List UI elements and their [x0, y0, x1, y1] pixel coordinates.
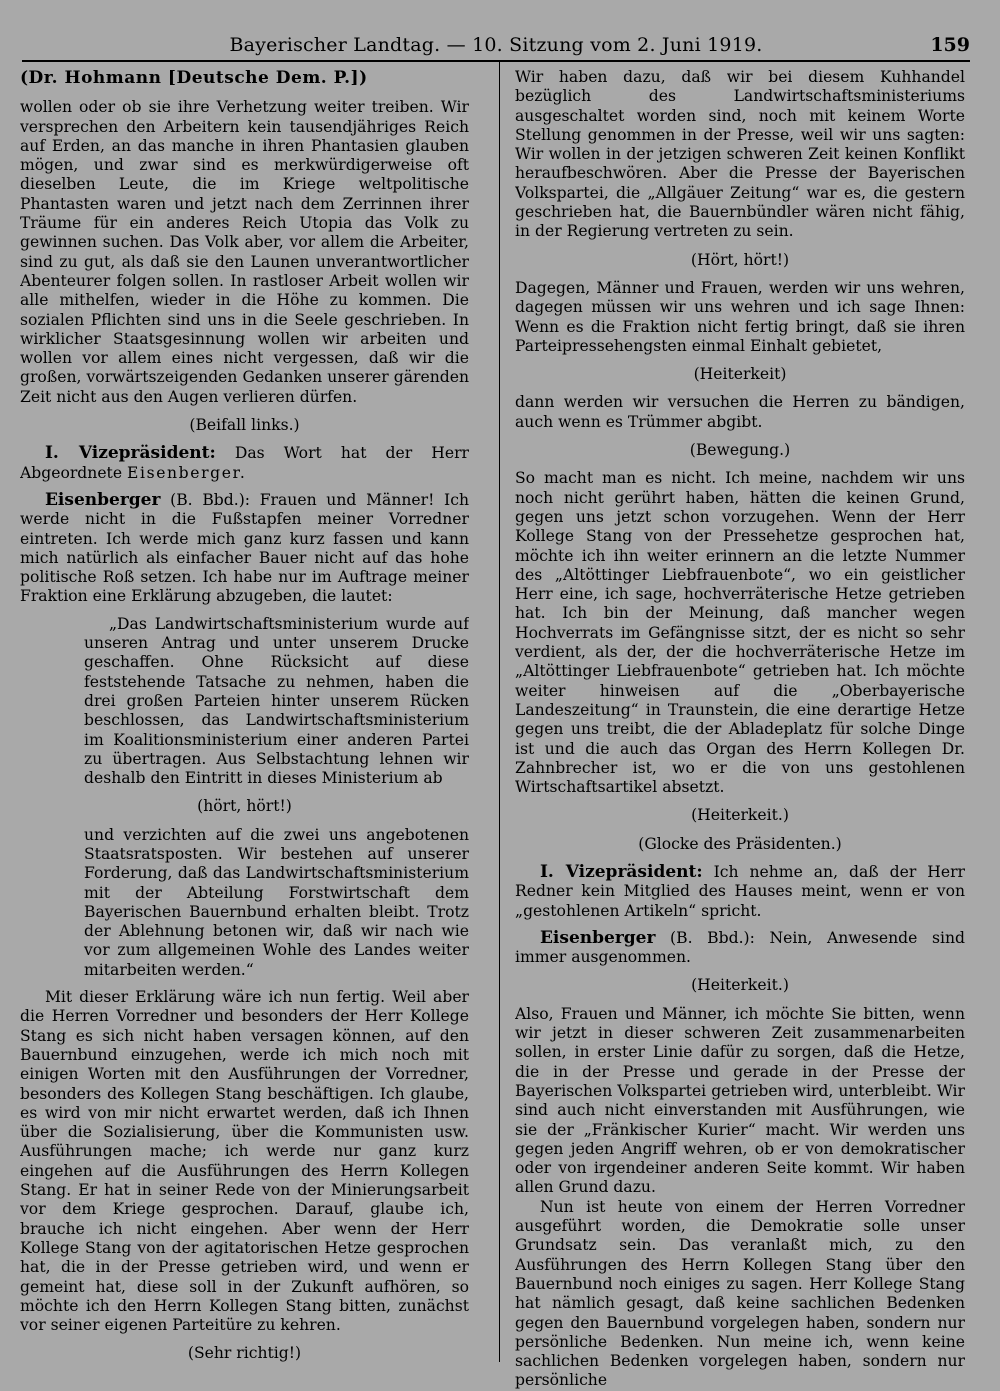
quoted-declaration: „Das Landwirtschaftsministerium wurde auf unseren Antrag und unter unserem Drucke geschaffen. Ohne Rücksicht auf diese feststehende Tatsache zu nehmen, haben die drei großen Parteien hinter unserem Rücken beschlossen, das Landwirtschaftsministerium im Koalitionsministerium einer anderen Partei zu übertragen. Aus Selbstachtung lehnen wir deshalb den Eintritt in dieses Ministerium ab [84, 614, 469, 788]
speaker-party: (B. Bbd.): [160, 490, 260, 509]
speech-text: Nein, Anwesende sind immer ausgenommen. [515, 928, 965, 967]
reaction-note: (Hört, hört!) [690, 250, 790, 269]
speaker-label: I. Vizepräsident: [44, 443, 216, 464]
reaction-note: (Sehr richtig!) [187, 1344, 302, 1363]
statement-text: Ich nehme an, daß der Herr Redner kein Mitglied des Hauses meint, wenn er von „gestohlenen Artikeln“ spricht. [515, 862, 965, 920]
paragraph: Nun ist heute von einem der Herren Vorredner ausgeführt worden, die Demokratie solle unser Grundsatz sein. Das veranlaßt mich, zu den Ausführungen des Herrn Kollegen Stang über den Bauernbund noch einiges zu sagen. Herr Kollege Stang hat nämlich gesagt, daß keine sachlichen Bedenken gegen den Bauernbund vorgelegen haben, sondern nur persönliche Bedenken. Nun meine ich, wenn keine sachlichen Bedenken vorgelegen haben, sondern nur persönliche [515, 1197, 965, 1390]
right-column [515, 68, 965, 1391]
quoted-declaration-cont: und verzichten auf die zwei uns angebotenen Staatsratsposten. Wir bestehen auf unserer Forderung, daß das Landwirtschaftsministerium mit der Abteilung Forstwirtschaft dem Bayerischen Bauernbund erhalten bleibt. Trotz der Ablehnung betonen wir, daß wir nach wie vor zum allgemeinen Wohle des Landes weiter mitarbeiten werden.“ [84, 825, 469, 979]
paragraph: dann werden wir versuchen die Herren zu bändigen, auch wenn es Trümmer abgibt. [515, 393, 965, 431]
reaction-note: (Beifall links.) [189, 416, 300, 435]
page-header [22, 34, 970, 62]
note-speaker-name: Hohmann [64, 68, 162, 88]
paragraph: Also, Frauen und Männer, ich möchte Sie bitten, wenn wir jetzt in dieser schweren Zeit zusammenarbeiten sollen, in erster Linie dafür zu sorgen, daß die Hetze, die in der Presse und gerade in der Presse der Bayerischen Volkspartei getrieben wird, unterbleibt. Wir sind auch nicht einverstanden mit Ausführungen, wie sie der „Fränkischer Kurier“ macht. Wir werden uns gegen jeden Angriff wehren, ob er von demokratischer oder von irgendeiner anderen Seite kommt. Wir haben allen Grund dazu. [515, 1004, 965, 1197]
continuation-speaker-note [20, 68, 469, 88]
paragraph: Dagegen, Männer und Frauen, werden wir uns wehren, dagegen müssen wir uns wehren und ich sage Ihnen: Wenn es die Fraktion nicht fertig bringt, daß sie ihren Parteipressehengsten einmal Einhalt gebietet, [515, 278, 965, 355]
speaker-label: I. Vizepräsident: [539, 861, 703, 882]
reaction-note: (Heiterkeit) [693, 365, 787, 384]
paragraph: So macht man es nicht. Ich meine, nachdem wir uns noch nicht gerührt haben, hätten die keinen Grund, gegen uns jetzt schon vorzugehen. Wenn der Herr Kollege Stang von der Pressehetze gesprochen hat, möchte ich ihn weiter erinnern an die letzte Nummer des „Altöttinger Liebfrauenbote“, wo ein geistlicher Herr eine, ich sage, hochverräterische Hetze getrieben hat. Ich bin der Meinung, daß mancher wegen Hochverrats im Gefängnisse sitzt, der es nicht so sehr verdient, als der, der die hochverräterische Hetze im „Altöttinger Liebfrauenbote“ getrieben hat. Ich möchte weiter hinweisen auf die „Oberbayerische Landeszeitung“ in Traunstein, die eine derartige Hetze gegen uns treibt, die der Abladeplatz für solche Dinge ist und die auch das Organ des Herrn Kollegen Dr. Zahnbrecher ist, wo er die von uns gestohlenen Wirtschaftsartikel absetzt. [515, 469, 965, 797]
left-column [20, 68, 469, 1373]
speech-reply [515, 929, 965, 968]
page-number: 159 [930, 34, 970, 56]
statement-text: Das Wort hat der Herr Abgeordnete [20, 444, 469, 482]
speaker-party: (B. Bbd.): [655, 928, 770, 947]
speaker-name: Eisenberger [539, 927, 656, 948]
paragraph: Mit dieser Erklärung wäre ich nun fertig. Weil aber die Herren Vorredner und besonders der Herr Kollege Stang es sich nicht haben versagen können, auf den Bauernbund einzugehen, werde ich mich noch mit einigen Worten mit den Ausführungen der Vorredner, besonders des Kollegen Stang beschäftigen. Ich glaube, es wird von mir nicht erwartet werden, daß ich Ihnen über die Sozialisierung, über die Kommunisten usw. Ausführungen mache; ich werde nur ganz kurz eingehen auf die Ausführungen des Herrn Kollegen Stang. Er hat in seiner Rede von der Minierungsarbeit vor dem Kriege gesprochen. Darauf, glaube ich, brauche ich nicht eingehen. Aber wenn der Herr Kollege Stang von der agitatorischen Hetze gesprochen hat, die in der Presse getrieben wird, und wenn er gemeint hat, diese soll in der Zukunft aufhören, so möchte ich den Herrn Kollegen Stang bitten, zunächst vor seiner eigenen Parteitüre zu kehren. [20, 988, 469, 1335]
named-deputy: Eisenberger. [127, 463, 247, 482]
paragraph: Wir haben dazu, daß wir bei diesem Kuhhandel bezüglich des Landwirtschaftsministeriums ausgeschaltet worden sind, noch mit keinem Worte Stellung genommen in der Presse, weil wir uns sagten: Wir wollen in der jetzigen schweren Zeit keinen Konflikt heraufbeschwören. Aber die Presse der Bayerischen Volkspartei, die „Allgäuer Zeitung“ war es, die gestern geschrieben hat, die Bauernbündler wären nicht fähig, in der Regierung vertreten zu sein. [515, 68, 965, 241]
paragraph: wollen oder ob sie ihre Verhetzung weiter treiben. Wir versprechen den Arbeitern kein tausendjähriges Reich auf Erden, an das manche in ihren Phantasien glauben mögen, und zwar sind es merkwürdigerweise oft dieselben Leute, die im Kriege weltpolitische Phantasten waren und jetzt nach dem Zerrinnen ihrer Träume für ein anderes Reich Utopia das Volk zu gewinnen suchen. Das Volk aber, vor allem die Arbeiter, sind zu gut, als daß sie den Launen unverantwortlicher Abenteurer folgen sollen. In rastloser Arbeit wollen wir alle mithelfen, wieder in die Höhe zu kommen. Die sozialen Pflichten sind uns in die Seele geschrieben. In wirklicher Staatsgesinnung wollen wir arbeiten und wollen vor allem eines nicht vergessen, daß wir die großen, vorwärtszeigenden Gedanken unserer gärenden Zeit nicht aus den Augen verlieren dürfen. [20, 98, 469, 406]
reaction-note: (Glocke des Präsidenten.) [638, 834, 842, 853]
vice-president-statement [20, 444, 469, 483]
vice-president-statement [515, 863, 965, 921]
reaction-note: (Bewegung.) [689, 441, 791, 460]
note-open: (Dr. [20, 68, 65, 88]
reaction-note: (hört, hört!) [197, 797, 292, 816]
reaction-note: (Heiterkeit.) [691, 806, 789, 825]
column-divider [499, 62, 500, 1362]
speaker-name: Eisenberger [44, 489, 161, 510]
speech-text: Frauen und Männer! Ich werde nicht in die Fußstapfen meiner Vorredner eintreten. Ich werde mich ganz kurz fassen und kann mich natürlich als einfacher Bauer nicht auf das hohe politische Roß setzen. Ich habe nur im Auftrage meiner Fraktion eine Erklärung abzugeben, die lautet: [20, 490, 469, 606]
running-title: Bayerischer Landtag. — 10. Sitzung vom 2. Juni 1919. [229, 34, 763, 56]
reaction-note: (Heiterkeit.) [691, 976, 789, 995]
speech-opening [20, 491, 469, 607]
note-party: [Deutsche Dem. P.]) [161, 68, 368, 88]
